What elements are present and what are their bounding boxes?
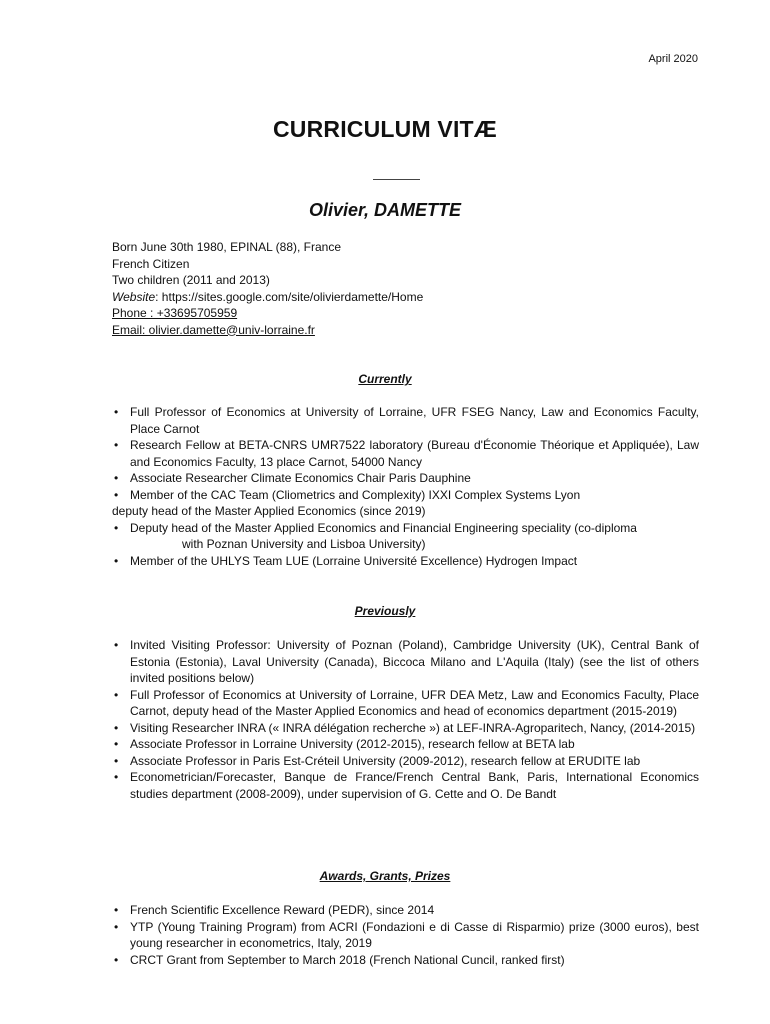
section-heading-awards: Awards, Grants, Prizes [319, 869, 451, 883]
section-heading-previously: Previously [354, 604, 416, 618]
email-link[interactable]: Email: olivier.damette@univ-lorraine.fr [112, 322, 315, 337]
children-info: Two children (2011 and 2013) [112, 273, 270, 287]
website-line [112, 289, 423, 306]
bullet-icon: • [114, 753, 119, 768]
document-title: CURRICULUM VITÆ [272, 116, 498, 142]
list-item: • Full Professor of Economics at University of Lorraine, UFR FSEG Nancy, Law and Economics Faculty, Place Carnot [114, 405, 699, 436]
bullet-icon: • [114, 487, 119, 502]
list-item: • Associate Researcher Climate Economics Chair Paris Dauphine [114, 471, 471, 485]
title-divider [373, 179, 420, 180]
list-item: • Research Fellow at BETA-CNRS UMR7522 laboratory (Bureau d'Économie Théorique et Appliquée), Law and Economics Faculty, 13 place Carnot, 54000 Nancy [114, 438, 699, 469]
list-item: • Deputy head of the Master Applied Economics and Financial Engineering speciality (co-diploma with Poznan University and Lisboa University) [114, 520, 637, 551]
list-item: • Visiting Researcher INRA (« INRA délégation recherche ») at LEF-INRA-Agroparitech, Nancy, (2014-2015) [114, 720, 696, 735]
document-date: April 2020 [648, 53, 698, 65]
bullet-icon: • [114, 903, 119, 917]
bullet-icon: • [114, 520, 119, 535]
list-item: • Econometrician/Forecaster, Banque de France/French Central Bank, Paris, International Economics studies department (2008-2009), under supervision of G. Cette and O. De Bandt [114, 770, 699, 801]
website-label: Website [112, 289, 156, 304]
section-heading-currently: Currently [358, 372, 412, 386]
bullet-icon: • [114, 687, 119, 702]
list-item: • Member of the CAC Team (Cliometrics and Complexity) IXXI Complex Systems Lyon [114, 487, 581, 502]
list-item: • Invited Visiting Professor: University of Poznan (Poland), Cambridge University (UK), Central Bank of Estonia (Estonia), Laval University (Canada), Biccoca Milano and L'Aquila (Italy) (see the list of others invited positions below) [114, 638, 699, 685]
list-item: • Associate Professor in Paris Est-Créteil University (2009-2012), research fellow at ERUDITE lab [114, 753, 641, 768]
person-name: Olivier, DAMETTE [308, 200, 462, 220]
bullet-icon: • [114, 638, 119, 652]
list-item: • YTP (Young Training Program) from ACRI (Fondazioni e di Casse di Risparmio) prize (3000 euros), best young researcher in econometrics, Italy, 2019 [114, 919, 699, 950]
awards-list [112, 902, 699, 968]
plain-line: deputy head of the Master Applied Economics (since 2019) [112, 504, 426, 518]
list-item: • French Scientific Excellence Reward (PEDR), since 2014 [114, 903, 435, 917]
personal-info [112, 239, 423, 338]
list-item: • Associate Professor in Lorraine University (2012-2015), research fellow at BETA lab [114, 737, 575, 751]
citizenship: French Citizen [112, 256, 190, 271]
currently-list [112, 404, 699, 569]
bullet-icon: • [114, 553, 119, 568]
bullet-icon: • [114, 720, 119, 735]
phone-link[interactable]: Phone : +33695705959 [112, 306, 238, 320]
website-link[interactable]: : https://sites.google.com/site/olivierdamette/Home [155, 289, 424, 304]
bullet-icon: • [114, 952, 119, 967]
birth-info: Born June 30th 1980, EPINAL (88), France [112, 240, 342, 254]
bullet-icon: • [114, 737, 119, 751]
bullet-icon: • [114, 919, 119, 934]
list-item: • Full Professor of Economics at University of Lorraine, UFR DEA Metz, Law and Economics Faculty, Place Carnot, deputy head of the Master Applied Economics and head of economics department (2015-2019) [114, 687, 699, 718]
bullet-icon: • [114, 770, 119, 784]
list-item: • Member of the UHLYS Team LUE (Lorraine Université Excellence) Hydrogen Impact [114, 553, 578, 568]
previously-list [112, 637, 699, 802]
bullet-icon: • [114, 438, 119, 452]
bullet-icon: • [114, 471, 119, 485]
list-item: • CRCT Grant from September to March 2018 (French National Cuncil, ranked first) [114, 952, 565, 967]
bullet-icon: • [114, 405, 119, 419]
